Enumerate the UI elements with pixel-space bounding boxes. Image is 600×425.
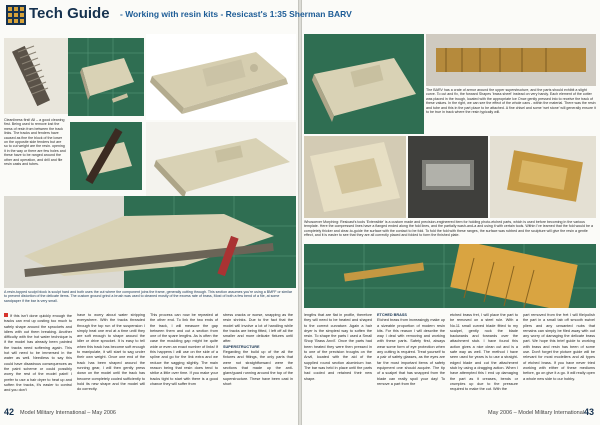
article-col1-text: If this isn't done quickly enough the tracks can end up costing too much to safely shape around the sprockets and idlers with out them breaking. Another difficulty with the hot water technique is if the model has already been painted the tracks need softening again. This hot will need to be immersed in the water as well. Needless to say this could have disastrous consequences as the paint scheme or could possibly worry the rest of the model paint! I prefer to use a hair dryer to heat up and soften the tracks, it's easier to control and you don't bbox=[4, 314, 72, 393]
article-column-5: lengths that are flat in profile, therefore they will need to be heated and shaped to the correct curvature. Again a hair dryer is the simplest way to soften the resin. To shape the parts I used a Small Shop 'Brass Anvil'. Once the parts had been heated they were then pressed in to one of the precision troughs on the Anvil, located with the aid of the supplied round section aluminium bar. The bar was held in place until the parts had cooled and retained their new shape. bbox=[304, 313, 372, 381]
caption-left-top: Cleanliness first! All – a good cleaning first. Being used to remove lost the mess of resin from between the track links. The tracks and fenders have caused as fine the block of the lower on the opposite side fenders but are so to cut weight are the resin. opening it in the way or there are few holes and these have to be ranged around the other and operation, and drill and file resin casts and tubes. bbox=[4, 118, 66, 167]
article-column-3: This process can now be repeated at the other end. To link the two ends of the track, I will measure the gap between them and cut a section from one of the spare lengths. As is often the case the moulding gap might be quite wide or even an exact number of links! If this happens I will use on the side of a spline and go for the link extra and we reduce the sagging slightly. The main reason being that resin does tend to strike a little over time. If you make your tracks tight to start with there is a good chance they will suffer from bbox=[150, 313, 218, 386]
article-column-4 bbox=[223, 313, 293, 405]
tech-guide-logo-icon bbox=[6, 5, 26, 25]
article-col4-text: stress cracks or worse, snapping as the resin shrinks. Due to the fact that the model will involve a lot of handling while the tracks are being fitted, I left off all the smaller and more delicate fixtures until after. bbox=[223, 313, 293, 344]
page-subtitle: - Working with resin kits - Resicast's 1:35 Sherman BARV bbox=[120, 9, 352, 19]
photo-etch-fret bbox=[304, 136, 406, 218]
photo-etch-tool bbox=[408, 136, 488, 218]
photo-brass-anvil bbox=[426, 34, 596, 86]
page-header bbox=[0, 0, 600, 30]
photo-hull-on-mat bbox=[68, 38, 144, 116]
article-column-7: etched brass fret, I will place the part to be removed on a steel rule. With a No.11 small curved blade fitted to my scalpel, gently rock the blade backwards and forwards over the attachment stub. I have found this action gives a nice clean cut and is a safe way as well. The method I have seen used for years is to use a straight-edged blade and cut the attachment stub by using a dragging action. When I have attempted this I end up damaging the part as it creases, bends or crumples up due to the pressure required to make the cut. With the bbox=[450, 313, 518, 392]
right-page-number: 43 bbox=[584, 407, 595, 417]
caption-bottom: A resin-topped sculpt block is sculpt hard and both uses the cut where the component joins the frame, generally cutting through. This section assumes you're using a BMFF or similar to prevent distortion of the delicate items. The custom ground grind a brush was used to cleaned mostly of the excess rate of brass, Most of both a few bend of a file, at some sandpaper if the bar is very small. bbox=[4, 290, 293, 303]
article-column-2: have to worry about water stripping everywhere. With the tracks threaded through the top run of the suspension I simply heat one end at a time until they are soft enough to shape around the idler or drive sprocket. It is easy to tell when this track has become soft enough to manipulate, it will start to sag under their own weight. Once one end of the track has been shaped around the running gear, I will then gently press down on the model until the track has become completely cooled sufficiently to hold its new shape and the model will do correctly. bbox=[77, 313, 145, 392]
page-title: Tech Guide bbox=[29, 5, 110, 22]
photo-sanding bbox=[70, 122, 142, 190]
left-footer-text: Model Military International – May 2006 bbox=[20, 410, 116, 416]
article-col4b-text: Regarding the build up of the all the fixtures and fittings, the only parts that were not straightforward were the sections that made up the anti-glare/guard running around the top of the superstructure. These have been cast in short bbox=[223, 350, 293, 386]
right-page bbox=[302, 0, 600, 425]
photo-fender-fitting bbox=[304, 34, 424, 134]
right-footer-text: May 2006 – Model Military International bbox=[488, 410, 584, 416]
caption-right-mid: Whosoever Morphing: Resicast's tools 'Extensible' is a custom made and precision-engineered item for holding photo-etched parts, which is used before becoming in the various template. Here the compressed lines have a flanged ended along the fold lines, and the partially wash-and-a and using it with certain tools. Within I've learned that the fold would be a completely thicker and clear-to-guide the surface with the contact to be fold. To fold the fold with these ranges, the surface was rubbed and the sculpture will give the resin a gentle effect, and it is easier to see that they are all correctly placed and folded to form the finished plate. bbox=[304, 220, 593, 238]
article-col6-text: Etched brass from increasingly make up a sizeable proportion of modern resin kits. For this reason I will describe the way I deal with removing and working with these parts. Safety first, always wear some form of eye protection when any cutting is required. Treat yourself to a pair of safety glasses, as the eyes are far the most important items of safety equipment one should acquire. The tip of a scalpel that has snapped from the blade can really spoil your day! To remove a part from the bbox=[377, 318, 445, 386]
photo-resin-tracks bbox=[4, 38, 68, 114]
etched-brass-heading: ETCHED BRASS bbox=[377, 313, 407, 317]
article-column-8: part removed from the fret I will file/polish the part in a small tab off smooth swivel pliers and any unwanted nubs that remains can simply be filed away with out any worry of damaging the delicate brass part. We hope this brief guide to working with brass and resin has been of some use. Don't forget the picture guide will be relevant for most modellers and all types of etched brass. If you have never tried working with either of these mediums before, go on give it a go. It will really open a whole new side to our hobby. bbox=[523, 313, 595, 381]
photo-hull-large bbox=[146, 34, 296, 120]
article-column-6 bbox=[377, 313, 445, 405]
bullet-icon bbox=[4, 313, 8, 317]
left-page bbox=[0, 0, 298, 425]
article-column-1 bbox=[4, 313, 72, 405]
photo-etch-on-mat bbox=[304, 244, 596, 308]
photo-hull-detail bbox=[146, 122, 296, 202]
caption-right-top: The BARV has a crate of armor around the upper superstructure, and the parts should exhibit a slight curve. To cut and fix, the forward Shapes 'brass sheet' instead on very handy. Each element of the cotter was placed in the trough, located with the appropriate Ice Once gently pressed into to receive the track of these values. In the right, we can see the effect of the whole cans - within the material. There was the resin and tube and this in the part place to be attached. A fine chisel and some 'wet stone' will generally ensure it to be true in track where the resin typically will. bbox=[426, 88, 596, 115]
photo-brass-parts bbox=[490, 136, 596, 218]
left-page-number: 42 bbox=[4, 407, 15, 417]
superstructure-heading: SUPERSTRUCTURE bbox=[223, 344, 260, 349]
photo-track-shaping bbox=[4, 196, 296, 288]
